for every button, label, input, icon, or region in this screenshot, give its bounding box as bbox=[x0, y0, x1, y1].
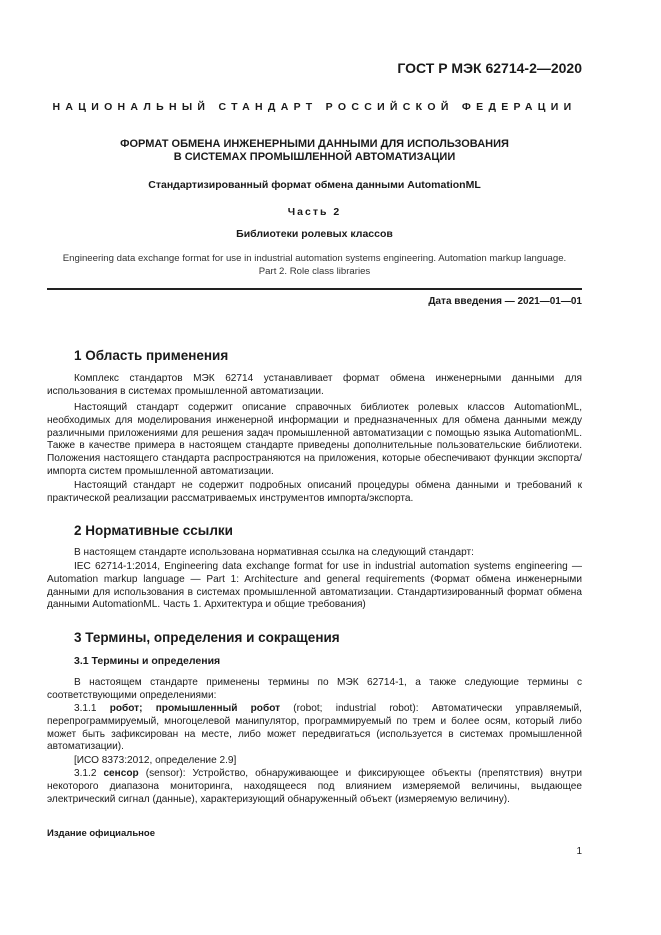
section-1-paragraph-3: Настоящий стандарт не содержит подробных описаний процедуры обмена данными и требований к практической реализации рассматриваемых инструментов импорта/экспорта. bbox=[47, 480, 582, 504]
national-standard-banner: НАЦИОНАЛЬНЫЙ СТАНДАРТ РОССИЙСКОЙ ФЕДЕРАЦИИ bbox=[52, 101, 577, 113]
section-1-paragraph-1: Комплекс стандартов МЭК 62714 устанавливает формат обмена инженерными данными для использования в системах промышленной автоматизации. bbox=[47, 373, 582, 397]
title-line-1: ФОРМАТ ОБМЕНА ИНЖЕНЕРНЫМИ ДАННЫМИ ДЛЯ ИСПОЛЬЗОВАНИЯ bbox=[120, 138, 509, 150]
english-title-line-1: Engineering data exchange format for use in industrial automation systems engineering. Automation markup language. bbox=[62, 253, 567, 264]
english-title bbox=[47, 252, 582, 278]
term-robot-name: робот; промышленный робот bbox=[109, 703, 281, 714]
section-2-paragraph-2: IEC 62714-1:2014, Engineering data exchange format for use in industrial automation systems engineering — Automation markup language — Part 1: Architecture and general requirements (Формат обмена инженерными данными для использования в системах промышленной автоматизации. Стандартизированный формат обмена данными AutomationML. Часть 1. Архитектура и общие требования) bbox=[47, 561, 582, 611]
section-2-heading: 2 Нормативные ссылки bbox=[74, 523, 233, 538]
section-1-paragraph-2: Настоящий стандарт содержит описание справочных библиотек ролевых классов AutomationML, необходимых для моделирования инженерной информации и предназначенных для обмена данными между различными приложениями для решения задач промышленной автоматизации с помощью языка AutomationML. Также в качестве примера в настоящем стандарте приведены дополнительные пользовательские библиотеки. Положения настоящего стандарта распространяются на приложения, которые обеспечивают функции экспорта/импорта систем промышленной автоматизации. bbox=[47, 402, 582, 477]
term-robot-source: [ИСО 8373:2012, определение 2.9] bbox=[74, 755, 237, 766]
document-subtitle: Стандартизированный формат обмена данными AutomationML bbox=[148, 179, 481, 191]
title-line-2: В СИСТЕМАХ ПРОМЫШЛЕННОЙ АВТОМАТИЗАЦИИ bbox=[173, 151, 456, 163]
page-number: 1 bbox=[576, 846, 582, 857]
section-3-heading: 3 Термины, определения и сокращения bbox=[74, 630, 340, 645]
section-2-paragraph-1: В настоящем стандарте использована нормативная ссылка на следующий стандарт: bbox=[74, 547, 474, 558]
term-robot bbox=[47, 703, 582, 754]
edition-label: Издание официальное bbox=[47, 828, 155, 839]
document-code: ГОСТ Р МЭК 62714-2—2020 bbox=[397, 60, 582, 76]
english-title-line-2: Part 2. Role class libraries bbox=[258, 266, 371, 277]
section-3-1-heading: 3.1 Термины и определения bbox=[74, 655, 221, 667]
document-title bbox=[47, 138, 582, 164]
title-divider bbox=[47, 288, 582, 290]
term-robot-definition: (robot; industrial robot): Автоматически управляемый, перепрограммируемый, многоцелевой манипулятор, программируемый по трем и более осям, который либо может быть зафиксирован на месте, либо может передвигаться (используется в системах промышленной автоматизации). bbox=[47, 703, 582, 753]
section-1-heading: 1 Область применения bbox=[74, 348, 229, 363]
part-title: Библиотеки ролевых классов bbox=[236, 228, 393, 240]
term-sensor-definition: (sensor): Устройство, обнаруживающее и фиксирующее объекты (препятствия) внутри некоторого диапазона мониторинга, находящееся под влиянием измеряемой величины, выдающее электрический сигнал (данные), характеризующий обнаруженный объект (измеряемую величину). bbox=[47, 768, 583, 805]
introduction-date: Дата введения — 2021—01—01 bbox=[428, 296, 582, 307]
section-3-paragraph-1: В настоящем стандарте применены термины по МЭК 62714-1, а также следующие термины с соответствующими определениями: bbox=[47, 677, 582, 701]
term-sensor-number: 3.1.2 bbox=[74, 768, 97, 779]
term-sensor bbox=[47, 768, 582, 806]
part-label: Часть 2 bbox=[287, 206, 342, 218]
term-sensor-name: сенсор bbox=[103, 768, 139, 779]
term-robot-number: 3.1.1 bbox=[74, 703, 97, 714]
